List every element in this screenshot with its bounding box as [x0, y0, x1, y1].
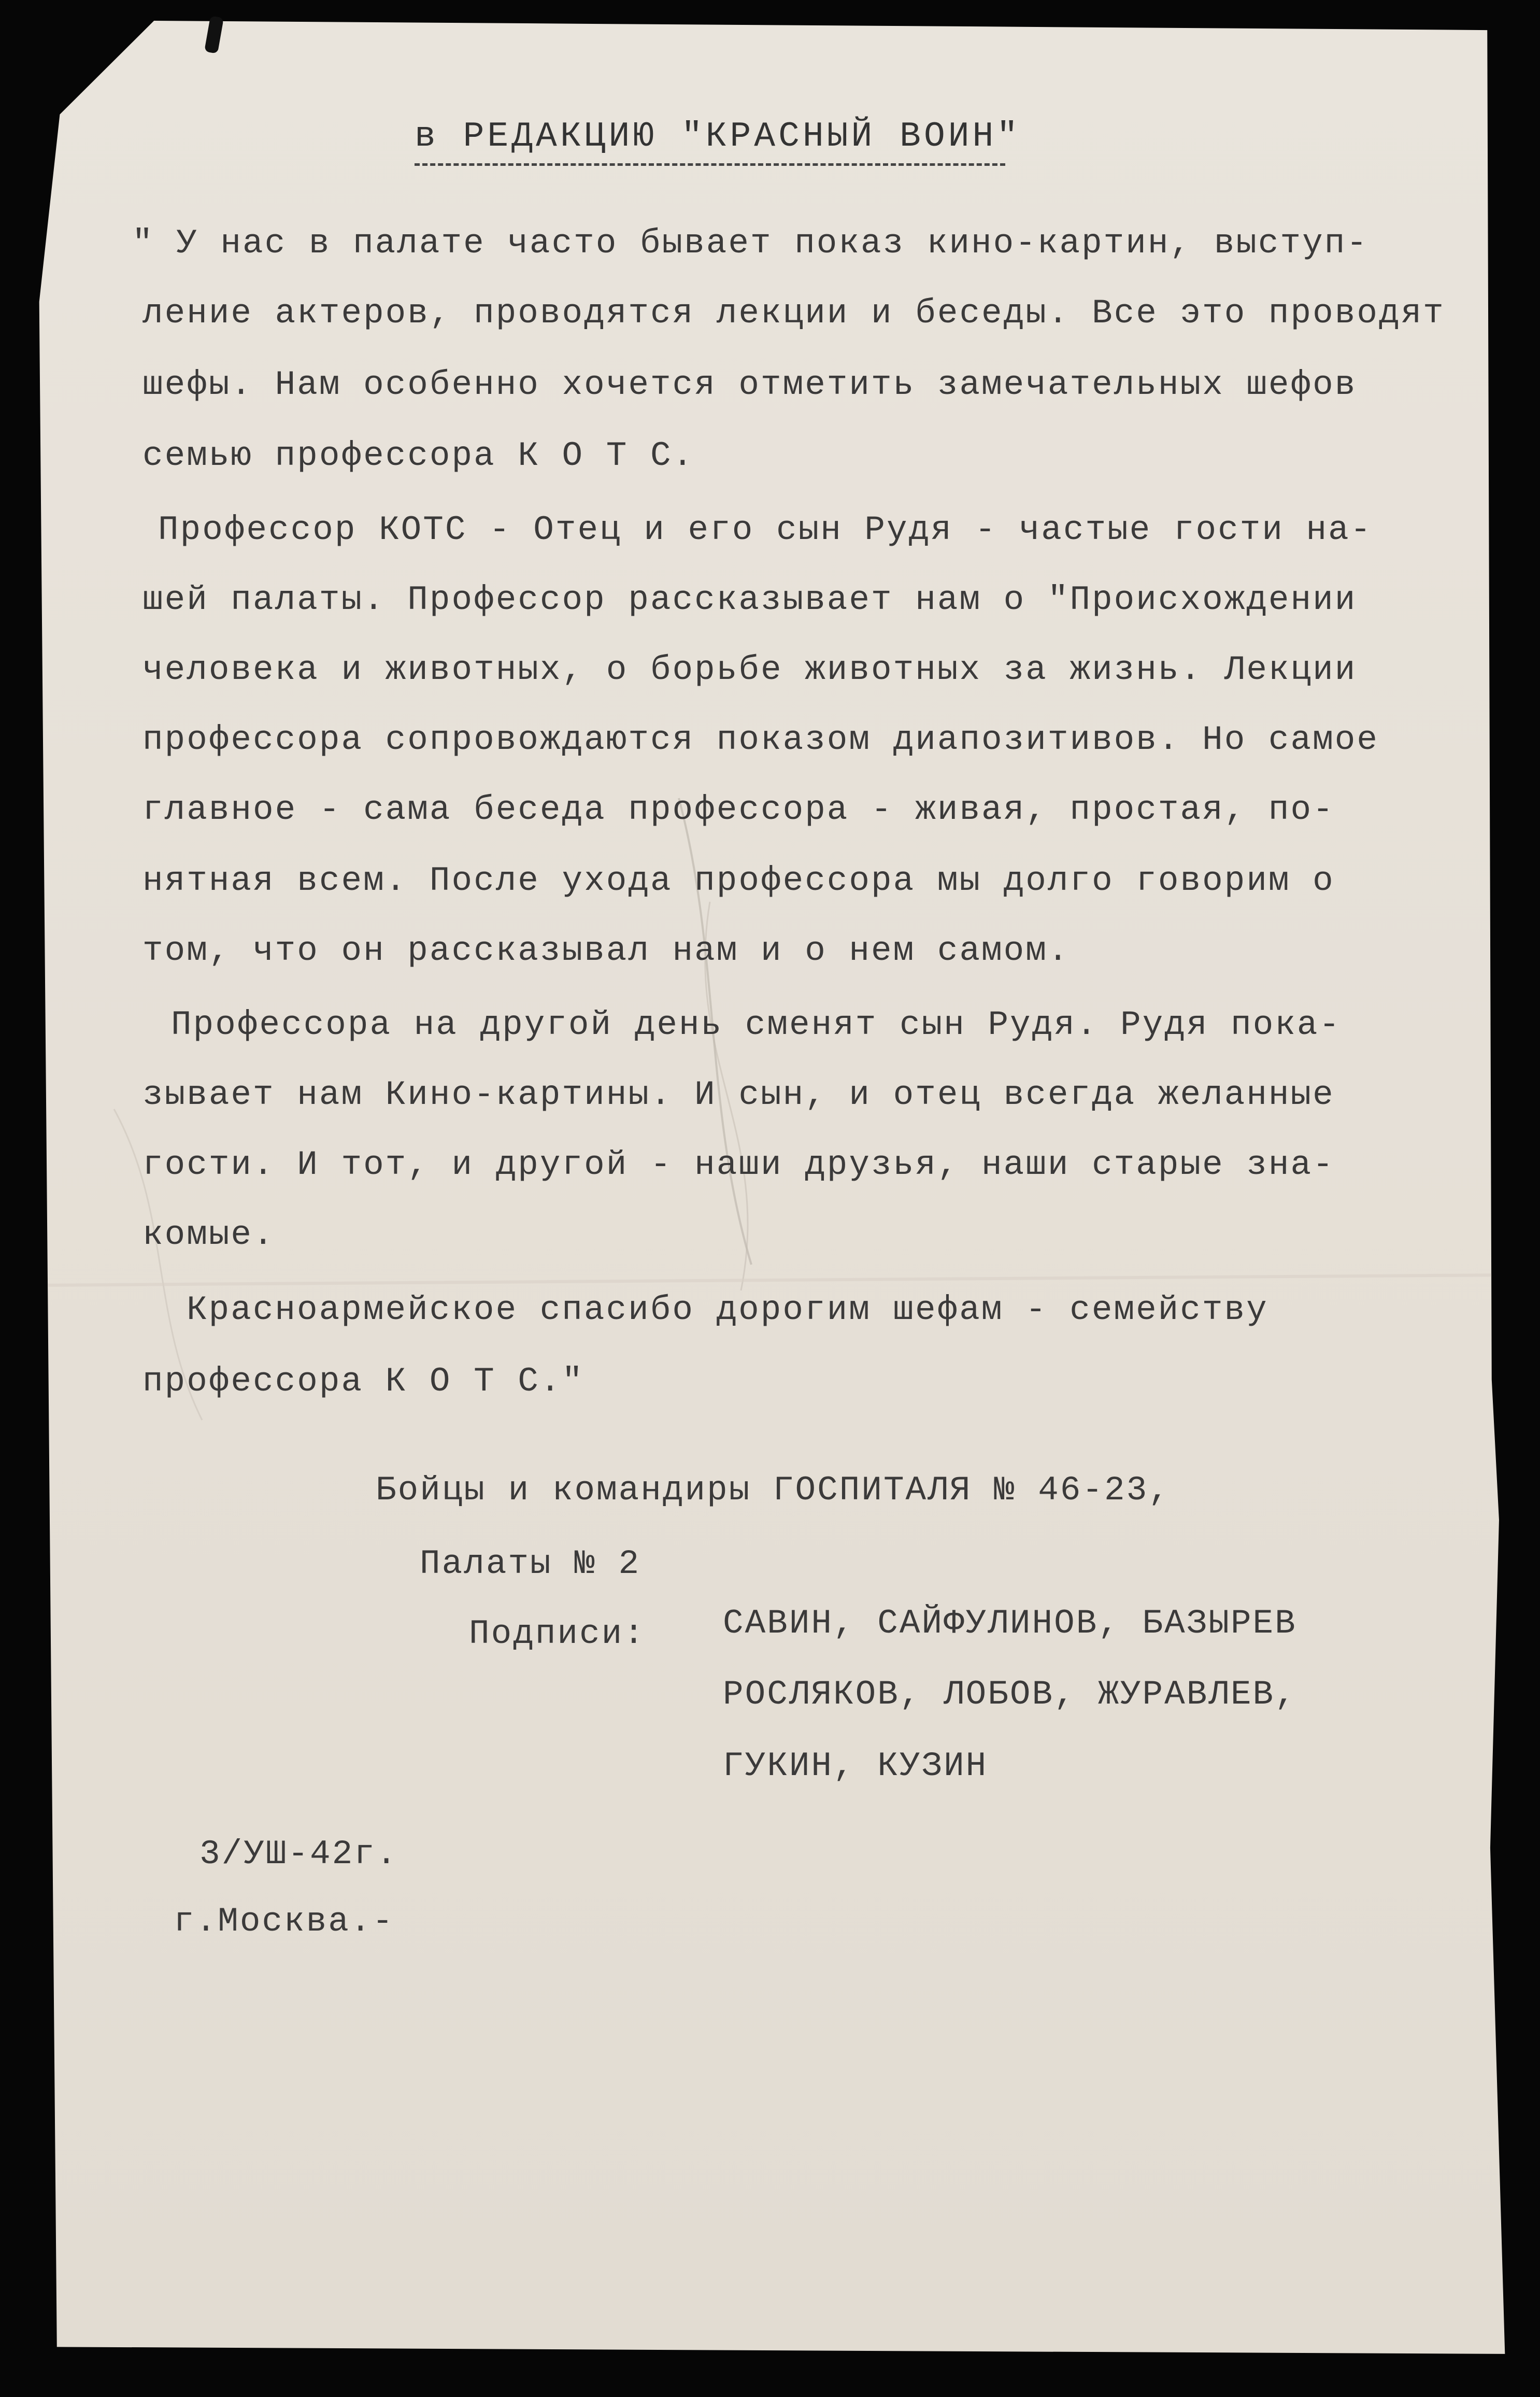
body-line: человека и животных, о борьбе животных за жизнь. Лекции	[142, 650, 1357, 689]
body-line: Профессора на другой день сменят сын Рудя. Рудя пока-	[171, 1005, 1342, 1044]
body-line: Профессор КОТС - Отец и его сын Рудя - частые гости на-	[158, 510, 1373, 549]
letter-city: г.Москва.-	[174, 1902, 395, 1941]
body-line: главное - сама беседа профессора - живая, простая, по-	[142, 790, 1335, 829]
body-line: том, что он рассказывал нам и о нем самом.	[142, 931, 1070, 970]
body-line: зывает нам Кино-картины. И сын, и отец всегда желанные	[142, 1075, 1335, 1114]
letter-title: в РЕДАКЦИЮ "КРАСНЫЙ ВОИН"	[415, 117, 1021, 157]
signature-names: ГУКИН, КУЗИН	[723, 1747, 988, 1785]
body-line: профессора сопровождаются показом диапозитивов. Но самое	[142, 720, 1379, 759]
signature-names: РОСЛЯКОВ, ЛОБОВ, ЖУРАВЛЕВ,	[723, 1675, 1297, 1714]
body-line: гости. И тот, и другой - наши друзья, наши старые зна-	[142, 1145, 1335, 1184]
body-line: профессора К О Т С."	[142, 1362, 584, 1401]
body-line: нятная всем. После ухода профессора мы долго говорим о	[142, 861, 1335, 900]
signature-names: САВИН, САЙФУЛИНОВ, БАЗЫРЕВ	[723, 1604, 1297, 1643]
letter-date: 3/УШ-42г.	[199, 1835, 398, 1874]
body-line: шей палаты. Профессор рассказывает нам о "Происхождении	[142, 580, 1357, 619]
body-line: ление актеров, проводятся лекции и беседы. Все это проводят	[142, 294, 1445, 333]
ward-line: Палаты № 2	[420, 1544, 641, 1583]
signatures-label: Подписи:	[469, 1614, 646, 1653]
body-line: семью профессора К О Т С.	[142, 436, 695, 475]
title-underline	[415, 163, 1005, 166]
body-line: комые.	[142, 1215, 275, 1254]
body-line: шефы. Нам особенно хочется отметить замечательных шефов	[142, 365, 1357, 404]
body-line: " У нас в палате часто бывает показ кино-картин, выступ-	[132, 224, 1368, 263]
body-line: Красноармейское спасибо дорогим шефам - семейству	[187, 1290, 1268, 1329]
sender-line: Бойцы и командиры ГОСПИТАЛЯ № 46-23,	[376, 1471, 1171, 1510]
